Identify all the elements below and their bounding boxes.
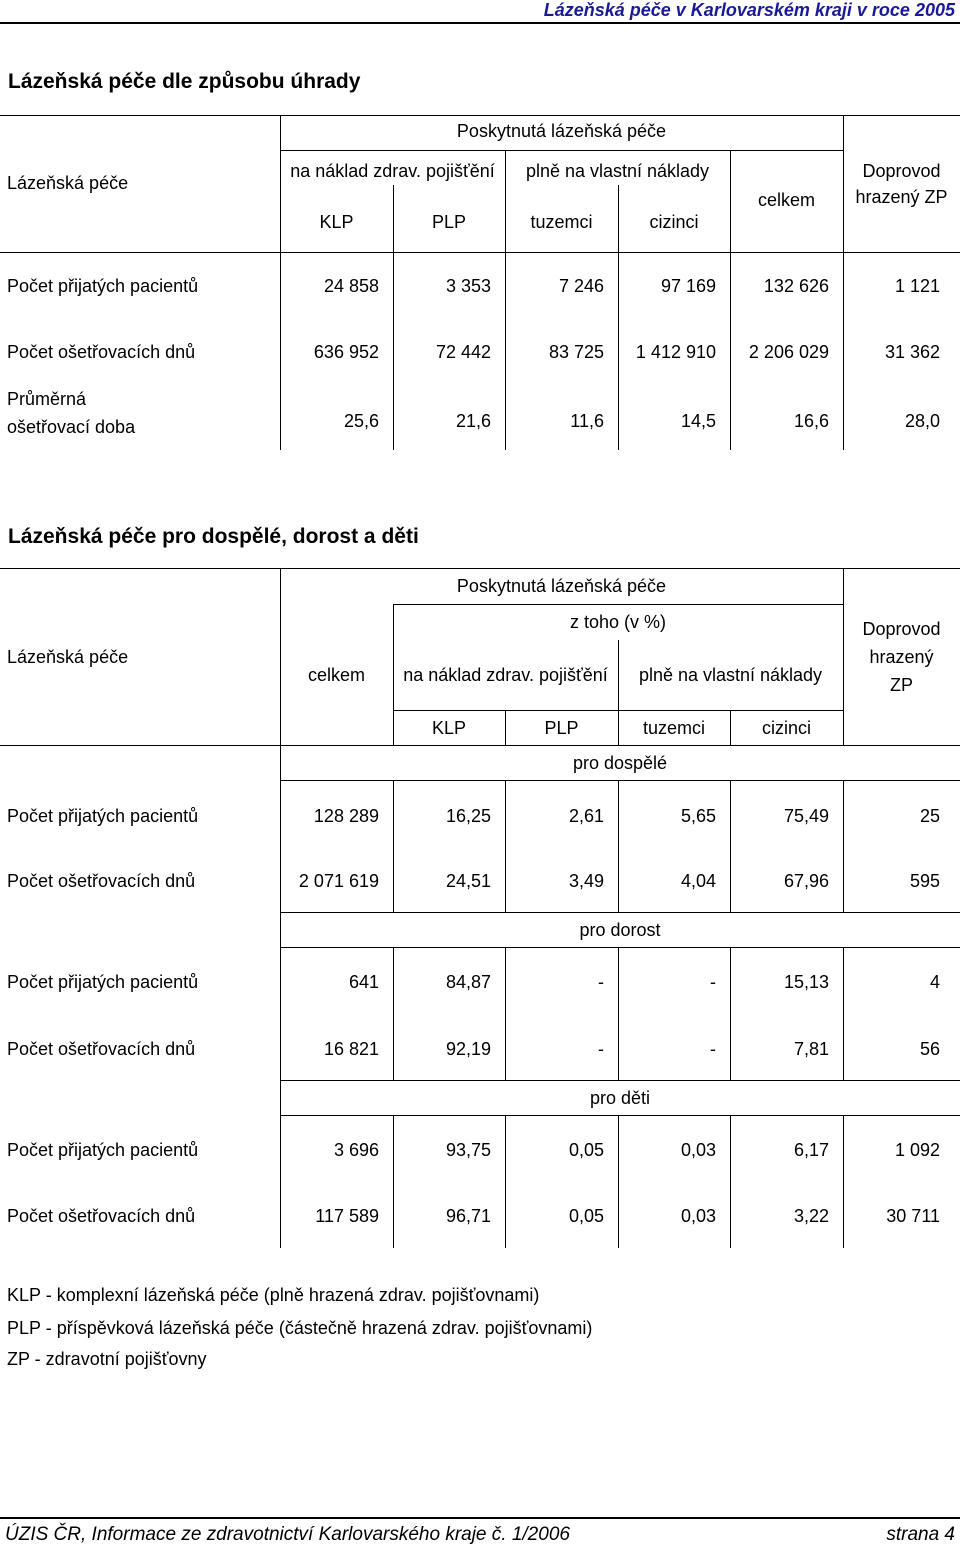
s1-cell: 2 206 029: [748, 342, 829, 362]
s2-hrazeny-header: hrazený: [869, 647, 934, 667]
s1-rule-group: [280, 150, 843, 151]
s1-row-label: Počet přijatých pacientů: [7, 276, 199, 296]
s2-own-header: plně na vlastní náklady: [638, 665, 823, 685]
s2-rule-header-bottom: [0, 745, 960, 746]
s2-cell: 0,05: [568, 1206, 604, 1226]
s2-cell: 93,75: [445, 1140, 491, 1160]
s2-cell: 16 821: [323, 1039, 379, 1059]
s1-rule-header-bottom: [0, 252, 960, 253]
s2-vline: [843, 947, 844, 1080]
s1-cell: 7 246: [558, 276, 604, 296]
s2-cell: 2,61: [568, 806, 604, 826]
s1-cell: 14,5: [680, 411, 716, 431]
s2-cell: 3,22: [793, 1206, 829, 1226]
s1-doprovod-header: Doprovod: [862, 161, 941, 181]
s1-cell: 72 442: [435, 342, 491, 362]
s2-zp-header: ZP: [889, 675, 913, 695]
s2-cell: 595: [909, 871, 940, 891]
s2-plp-header: PLP: [544, 718, 579, 738]
s2-insurance-header: na náklad zdrav. pojišťění: [403, 665, 608, 685]
s1-cell: 25,6: [343, 411, 379, 431]
s1-row-label-header: Lázeňská péče: [7, 173, 129, 193]
footer-page-number: strana 4: [886, 1524, 955, 1545]
s2-ztoho-header: z toho (v %): [569, 612, 667, 632]
s2-group-header: Poskytnutá lázeňská péče: [456, 576, 667, 596]
s1-klp-header: KLP: [319, 212, 354, 232]
s2-row-label: Počet přijatých pacientů: [7, 972, 199, 992]
s2-group-title: pro děti: [589, 1088, 651, 1108]
s2-rule-group3-top: [280, 1080, 960, 1081]
s1-cell: 1 412 910: [635, 342, 716, 362]
s2-cell: 84,87: [445, 972, 491, 992]
s1-row-label: ošetřovací doba: [7, 417, 136, 437]
s1-group-header: Poskytnutá lázeňská péče: [456, 121, 667, 141]
s2-cell: -: [710, 972, 716, 992]
section1-title: Lázeňská péče dle způsobu úhrady: [8, 70, 361, 93]
s2-cell: 1 092: [894, 1140, 940, 1160]
s2-rule-group2-top: [280, 912, 960, 913]
s2-cell: 24,51: [445, 871, 491, 891]
s2-celkem-header: celkem: [307, 665, 365, 685]
s2-group-title: pro dospělé: [572, 753, 668, 773]
section2-title: Lázeňská péče pro dospělé, dorost a děti: [8, 525, 419, 548]
s2-cell: 92,19: [445, 1039, 491, 1059]
header-rule: [0, 22, 960, 24]
s2-cell: 128 289: [313, 806, 379, 826]
s2-cell: 4: [929, 972, 940, 992]
s2-vline: [730, 1115, 731, 1248]
s2-cell: 6,17: [793, 1140, 829, 1160]
s1-vline: [505, 150, 506, 450]
s2-rule-group1: [280, 780, 960, 781]
s2-cell: 3 696: [333, 1140, 379, 1160]
s2-vline: [393, 1115, 394, 1248]
page-header-title: Lázeňská péče v Karlovarském kraji v roce 2005: [543, 0, 955, 20]
s2-vline: [393, 780, 394, 912]
s2-row-label: Počet ošetřovacích dnů: [7, 871, 196, 891]
s2-cell: 75,49: [783, 806, 829, 826]
s1-cell: 31 362: [884, 342, 940, 362]
s2-cell: 96,71: [445, 1206, 491, 1226]
s2-vline: [730, 947, 731, 1080]
s1-cell: 28,0: [904, 411, 940, 431]
s1-row-label: Průměrná: [7, 389, 87, 409]
s2-cell: 16,25: [445, 806, 491, 826]
s1-cell: 3 353: [445, 276, 491, 296]
s2-cell: 117 589: [315, 1206, 379, 1226]
note-klp: KLP - komplexní lázeňská péče (plně hrazená zdrav. pojišťovnami): [7, 1285, 540, 1305]
s1-cell: 24 858: [323, 276, 379, 296]
s2-cell: 0,03: [680, 1140, 716, 1160]
s1-rule-top: [0, 115, 960, 116]
s2-vline: [843, 780, 844, 912]
s1-cell: 11,6: [570, 411, 604, 431]
s2-vline: [505, 780, 506, 912]
s1-row-label: Počet ošetřovacích dnů: [7, 342, 196, 362]
s2-cell: 67,96: [783, 871, 829, 891]
s2-cell: -: [710, 1039, 716, 1059]
s2-vline: [393, 947, 394, 1080]
s1-cell: 1 121: [894, 276, 940, 296]
s2-doprovod-header: Doprovod: [862, 619, 941, 639]
s2-rule-ztoho: [393, 604, 843, 605]
note-zp: ZP - zdravotní pojišťovny: [7, 1349, 207, 1369]
s2-cell: 0,05: [568, 1140, 604, 1160]
footer-source: ÚZIS ČR, Informace ze zdravotnictví Karlovarského kraje č. 1/2006: [5, 1524, 570, 1545]
s2-vline: [618, 947, 619, 1080]
s2-tuzemci-header: tuzemci: [642, 718, 705, 738]
s2-vline: [505, 1115, 506, 1248]
s1-cell: 132 626: [763, 276, 829, 296]
s2-row-label-header: Lázeňská péče: [7, 647, 129, 667]
s2-cell: 15,13: [783, 972, 829, 992]
s2-cell: 7,81: [793, 1039, 829, 1059]
s2-group-title: pro dorost: [579, 920, 661, 940]
s2-cell: -: [598, 972, 604, 992]
s2-vline: [505, 947, 506, 1080]
s2-row-label: Počet přijatých pacientů: [7, 806, 199, 826]
s2-vline: [618, 1115, 619, 1248]
s1-own-header: plně na vlastní náklady: [525, 161, 710, 181]
s2-cell: 0,03: [680, 1206, 716, 1226]
s2-cell: 25: [919, 806, 940, 826]
s1-insurance-header: na náklad zdrav. pojišťění: [290, 161, 495, 181]
s2-row-label: Počet ošetřovacích dnů: [7, 1206, 196, 1226]
footer-rule: [0, 1517, 960, 1519]
s2-cizinci-header: cizinci: [761, 718, 811, 738]
s1-celkem-header: celkem: [757, 190, 815, 210]
s2-cell: 3,49: [568, 871, 604, 891]
s2-vline: [730, 780, 731, 912]
s2-rule-group2: [280, 947, 960, 948]
s2-cell: 30 711: [886, 1206, 940, 1226]
s1-cell: 83 725: [548, 342, 604, 362]
s1-hrazeny-header: hrazený ZP: [855, 187, 948, 207]
s2-cell: 641: [348, 972, 379, 992]
s2-vline: [843, 1115, 844, 1248]
s2-row-label: Počet přijatých pacientů: [7, 1140, 199, 1160]
s2-vline: [618, 780, 619, 912]
s1-cell: 16,6: [793, 411, 829, 431]
s1-cizinci-header: cizinci: [649, 212, 699, 232]
s2-cell: 4,04: [680, 871, 716, 891]
s2-cell: -: [598, 1039, 604, 1059]
s1-plp-header: PLP: [431, 212, 467, 232]
s1-cell: 21,6: [455, 411, 491, 431]
s2-klp-header: KLP: [431, 718, 467, 738]
s2-cell: 2 071 619: [298, 871, 379, 891]
note-plp: PLP - příspěvková lázeňská péče (částečně hrazená zdrav. pojišťovnami): [7, 1318, 593, 1338]
s2-row-label: Počet ošetřovacích dnů: [7, 1039, 196, 1059]
s1-cell: 636 952: [313, 342, 379, 362]
s2-cell: 56: [919, 1039, 940, 1059]
s2-cell: 5,65: [680, 806, 716, 826]
s1-tuzemci-header: tuzemci: [530, 212, 593, 232]
s2-rule-group3: [280, 1115, 960, 1116]
s2-rule-top: [0, 568, 960, 569]
s1-cell: 97 169: [660, 276, 716, 296]
